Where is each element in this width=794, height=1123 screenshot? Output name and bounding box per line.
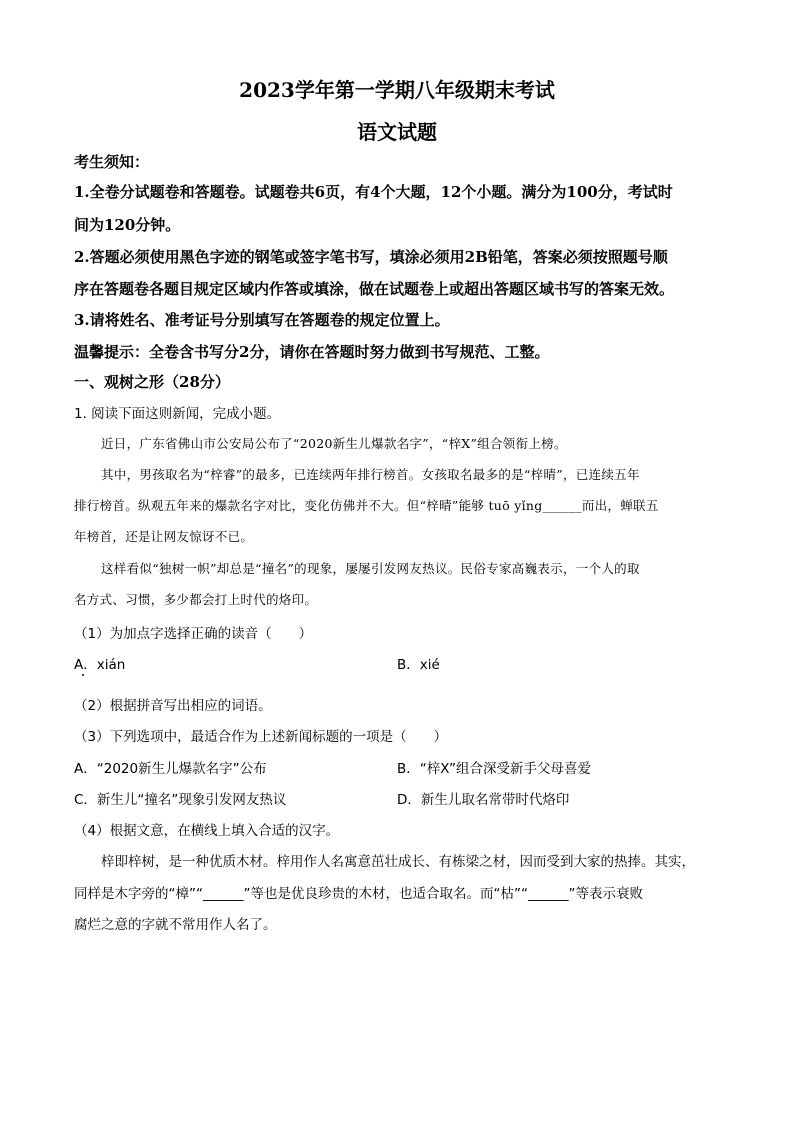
sub-question-3-option-c: C．新生儿“撞名”现象引发网友热议: [74, 792, 287, 808]
notice-item-2-line-1: 2.答题必须使用黑色字迹的钢笔或签字笔书写，填涂必须用2B铅笔，答案必须按照题号顺: [74, 248, 668, 266]
news-paragraph-2-line-1: 其中，男孩取名为“梓睿”的最多，已连续两年排行榜首。女孩取名最多的是“梓晴”，已连续五年: [101, 467, 640, 482]
sub-question-4-passage-line-1: 梓即梓树，是一种优质木材。梓用作人名寓意茁壮成长、有栋梁之材，因而受到大家的热捧。其实，: [101, 854, 695, 870]
sub-question-1: （1）为加点字选择正确的读音（ ）: [74, 626, 313, 642]
notice-item-1-line-1: 1.全卷分试题卷和答题卷。试题卷共6页，有4个大题，12个小题。满分为100分，考试时: [74, 183, 673, 201]
sub-question-1-option-a: A．xián: [74, 657, 126, 673]
exam-subject-title: 语文试题: [357, 120, 437, 144]
sub-question-3-option-a: A．“2020新生儿爆款名字”公布: [74, 761, 267, 777]
news-paragraph-3-line-2: 名方式、习惯，多少都会打上时代的烙印。: [74, 592, 318, 607]
notice-item-1-line-2: 间为120分钟。: [74, 216, 181, 234]
sub-question-3: （3）下列选项中，最适合作为上述新闻标题的一项是（ ）: [74, 729, 448, 745]
section-1-heading: 一、观树之形（28分）: [74, 373, 230, 391]
emphasis-dot-icon: [82, 674, 84, 676]
notice-item-2-line-2: 序在答题卷各题目规定区域内作答或填涂，做在试题卷上或超出答题区域书写的答案无效。: [74, 280, 675, 298]
news-paragraph-2-line-2: 排行榜首。纵观五年来的爆款名字对比，变化仿佛并不大。但“梓晴”能够 tuō yǐng______而出，蝉联五: [74, 498, 659, 513]
notice-heading: 考生须知：: [74, 153, 150, 171]
sub-question-2: （2）根据拼音写出相应的词语。: [74, 698, 272, 714]
news-paragraph-3-line-1: 这样看似“独树一帜”却总是“撞名”的现象，屡屡引发网友热议。民俗专家高巍表示，一个人的取: [101, 561, 640, 576]
notice-tip: 温馨提示：全卷含书写分2分，请你在答题时努力做到书写规范、工整。: [74, 343, 550, 361]
sub-question-1-option-b: B．xié: [397, 657, 440, 673]
news-paragraph-2-line-3: 年榜首，还是让网友惊讶不已。: [74, 529, 254, 544]
news-paragraph-1: 近日，广东省佛山市公安局公布了“2020新生儿爆款名字”，“梓X”组合领衔上榜。: [101, 436, 567, 451]
sub-question-4: （4）根据文意，在横线上填入合适的汉字。: [74, 823, 340, 839]
notice-item-3: 3.请将姓名、准考证号分别填写在答题卷的规定位置上。: [74, 311, 450, 329]
sub-question-3-option-d: D．新生儿取名常带时代烙印: [397, 792, 570, 808]
exam-title: 2023学年第一学期八年级期末考试: [239, 78, 555, 102]
sub-question-4-passage-line-3: 腐烂之意的字就不常用作人名了。: [74, 917, 277, 933]
sub-question-3-option-b: B．“梓X”组合深受新手父母喜爱: [397, 761, 591, 777]
question-1-intro: 1. 阅读下面这则新闻，完成小题。: [74, 406, 281, 422]
sub-question-4-passage-line-2: 同样是木字旁的“樟”“______”等也是优良珍贵的木材，也适合取名。而“枯”“______”等表示衰败: [74, 886, 643, 902]
